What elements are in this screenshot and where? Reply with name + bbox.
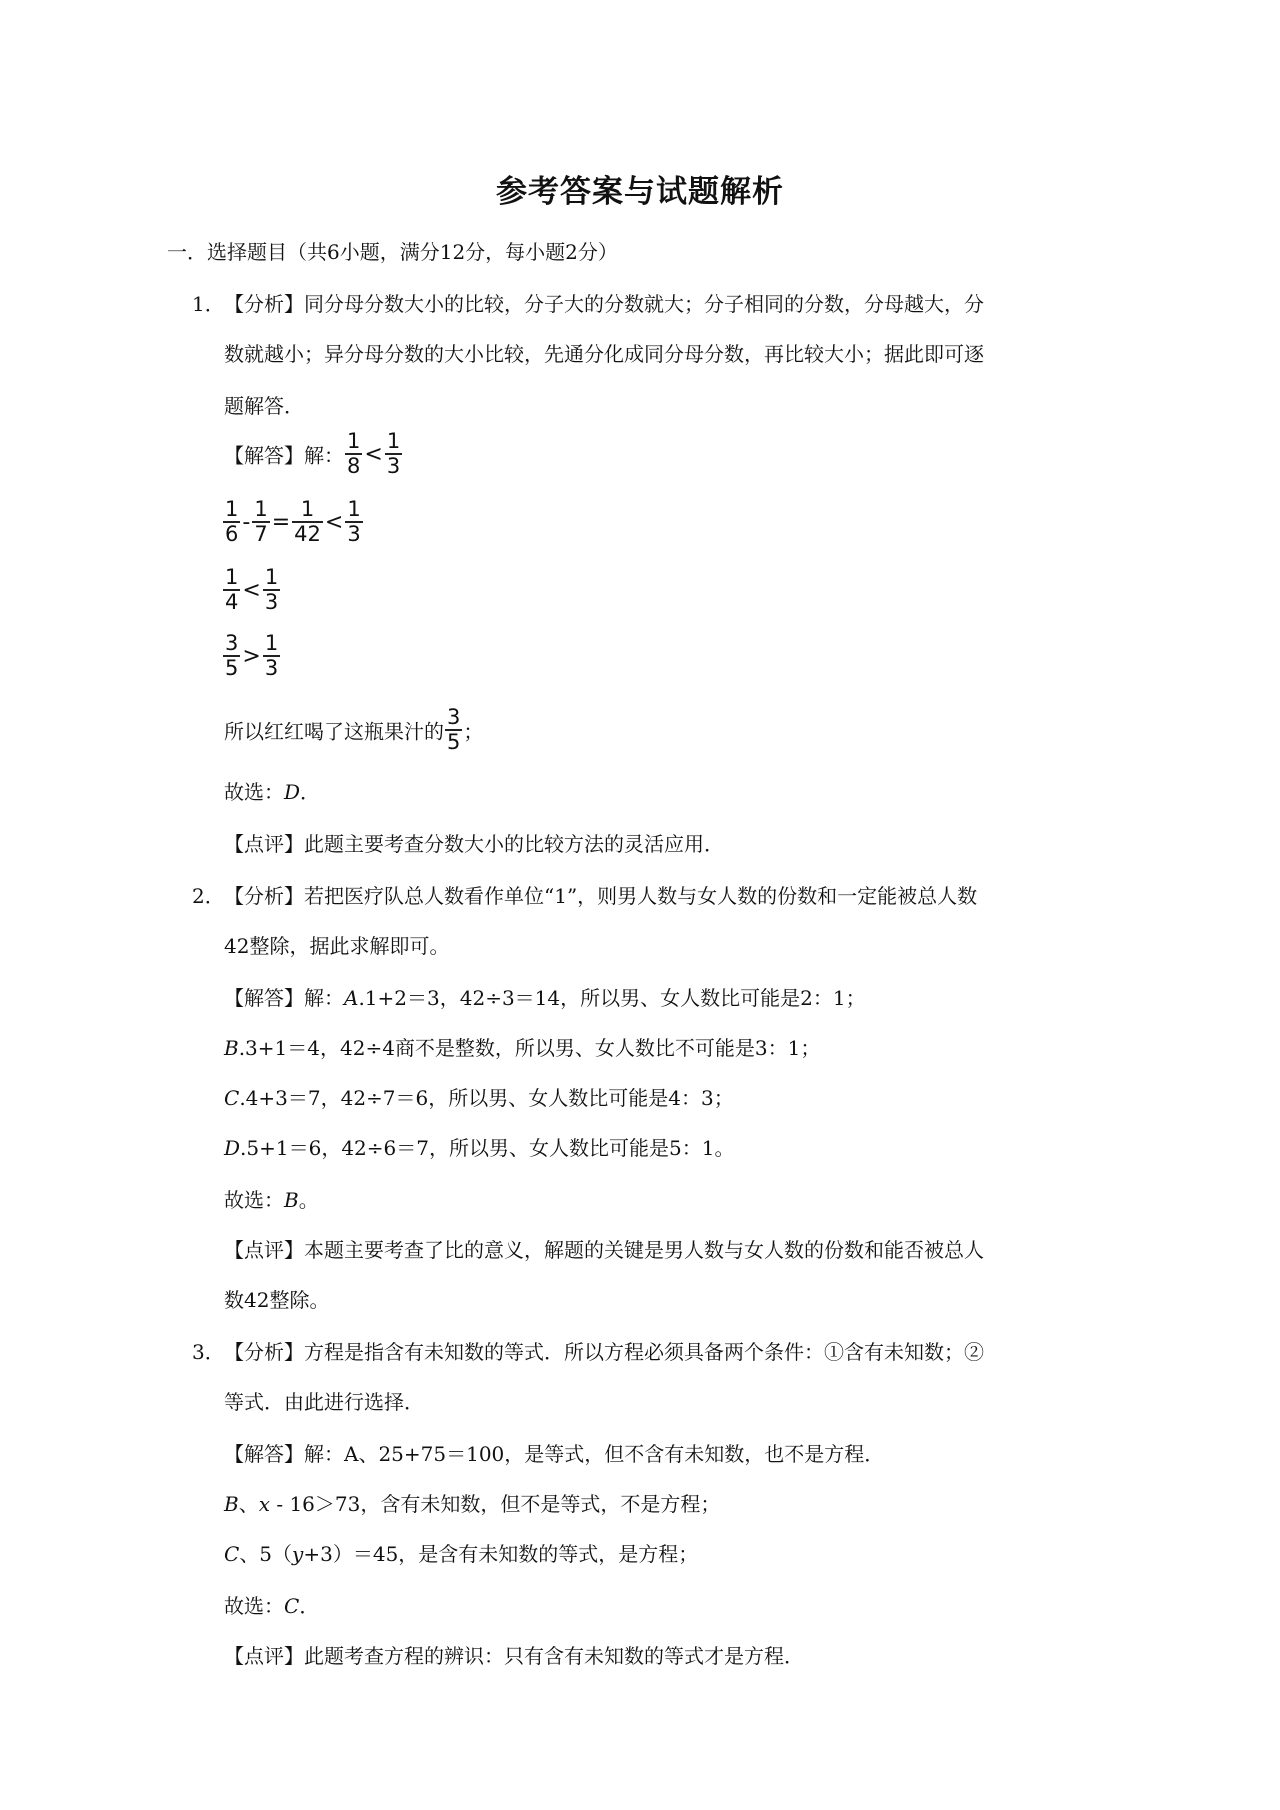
q2-solution-d: D.5+1＝6，42÷6＝7，所以男、女人数比可能是5：1。 (224, 1136, 735, 1160)
q3-choice-letter: C (284, 1594, 300, 1618)
q3-choice: 故选：C． (224, 1594, 320, 1618)
q3-solution-a: 【解答】解：A、25+75＝100，是等式，但不含有未知数，也不是方程． (224, 1442, 885, 1466)
q3-analysis-line-1: 【分析】方程是指含有未知数的等式．所以方程必须具备两个条件：①含有未知数；② (224, 1340, 984, 1364)
fraction-1-3: $\frac{1}{3}$ (347, 497, 361, 547)
q1-solution-line-1 (224, 430, 403, 478)
q2-choice: 故选：B。 (224, 1188, 319, 1212)
q1-solution-line-4 (222, 632, 281, 680)
q2-solution-a: 【解答】解：A.1+2＝3，42÷3＝14，所以男、女人数比可能是2：1； (224, 986, 866, 1010)
fraction-1-3: $\frac{1}{3}$ (386, 429, 401, 479)
fraction-1-3: $\frac{1}{3}$ (264, 565, 279, 615)
q1-choice: 故选：D． (224, 780, 321, 804)
q3-comment: 【点评】此题考查方程的辨识：只有含有未知数的等式才是方程． (224, 1644, 804, 1668)
fraction-1-7: $\frac{1}{7}$ (254, 497, 268, 547)
q1-number: 1． (192, 292, 225, 316)
fraction-1-3: $\frac{1}{3}$ (264, 631, 279, 681)
q3-solution-b: B、x - 16＞73，含有未知数，但不是等式，不是方程； (224, 1492, 721, 1516)
fraction-3-5: $\frac{3}{5}$ (225, 631, 239, 681)
greater-than-sign: > (242, 643, 261, 669)
less-than-sign: < (364, 441, 383, 467)
q2-comment-line-2: 数42整除。 (224, 1288, 330, 1312)
less-than-sign: < (242, 577, 261, 603)
fraction-3-5: $\frac{3}{5}$ (447, 705, 461, 755)
q2-solution-b: B.3+1＝4，42÷4商不是整数，所以男、女人数比不可能是3：1； (224, 1036, 821, 1060)
equals-sign: = (271, 509, 291, 535)
section-heading: 一．选择题目（共6小题，满分12分，每小题2分） (167, 240, 618, 264)
q1-solution-line-2 (222, 498, 364, 546)
q2-number: 2． (192, 884, 225, 908)
q1-analysis-line-1: 【分析】同分母分数大小的比较，分子大的分数就大；分子相同的分数，分母越大，分 (224, 292, 984, 316)
fraction-1-42: $\frac{1}{42}$ (294, 497, 321, 547)
q3-number: 3． (192, 1340, 225, 1364)
q1-conclusion: 所以红红喝了这瓶果汁的 $\frac{3}{5}$ ； (224, 705, 484, 755)
q2-comment-line-1: 【点评】本题主要考查了比的意义，解题的关键是男人数与女人数的份数和能否被总人 (224, 1238, 984, 1262)
q3-solution-c: C、5（y+3）＝45，是含有未知数的等式，是方程； (224, 1542, 699, 1566)
q2-choice-letter: B (284, 1188, 299, 1212)
fraction-1-8: $\frac{1}{8}$ (347, 429, 361, 479)
fraction-1-6: $\frac{1}{6}$ (225, 497, 239, 547)
q1-comment: 【点评】此题主要考查分数大小的比较方法的灵活应用． (224, 832, 724, 856)
q2-analysis-line-2: 42整除，据此求解即可。 (224, 934, 450, 958)
q1-choice-letter: D (284, 780, 301, 804)
q1-solution-prefix: 【解答】解： (224, 443, 344, 468)
q2-analysis-line-1: 【分析】若把医疗队总人数看作单位“1”，则男人数与女人数的份数和一定能被总人数 (224, 884, 978, 908)
q3-analysis-line-2: 等式．由此进行选择． (224, 1390, 424, 1414)
q2-solution-c: C.4+3＝7，42÷7＝6，所以男、女人数比可能是4：3； (224, 1086, 734, 1110)
less-than-sign: < (324, 509, 344, 535)
q1-analysis-line-3: 题解答． (224, 394, 304, 418)
q1-solution-line-3 (222, 566, 281, 614)
q1-analysis-line-2: 数就越小；异分母分数的大小比较，先通分化成同分母分数，再比较大小；据此即可逐 (224, 342, 984, 366)
fraction-1-4: $\frac{1}{4}$ (225, 565, 239, 615)
minus-sign: - (242, 509, 251, 535)
page-title: 参考答案与试题解析 (496, 174, 784, 210)
